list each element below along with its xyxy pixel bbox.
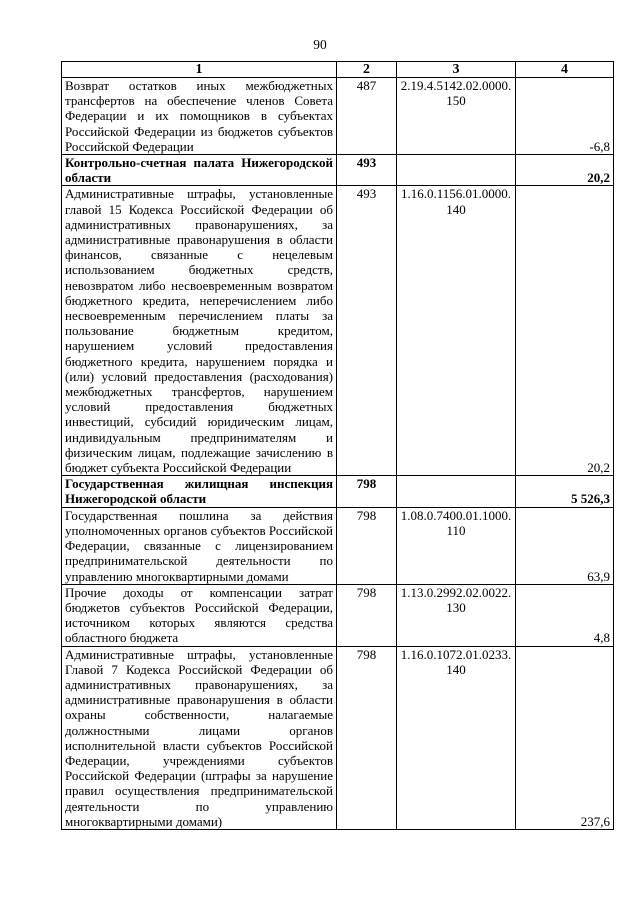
row-classification-code-cell	[397, 476, 516, 507]
row-classification-code-cell: 1.16.0.1072.01.0233. 140	[397, 646, 516, 829]
row-classification-code-cell: 1.08.0.7400.01.1000. 110	[397, 507, 516, 584]
row-amount-cell: 4,8	[516, 584, 614, 646]
column-header: 4	[516, 62, 614, 78]
row-classification-code-cell: 1.16.0.1156.01.0000. 140	[397, 186, 516, 476]
row-admin-code-cell: 798	[337, 584, 397, 646]
row-amount-cell: 5 526,3	[516, 476, 614, 507]
section-row	[62, 155, 614, 186]
row-admin-code-cell: 487	[337, 78, 397, 155]
row-name-cell: Административные штрафы, установленные Главой 7 Кодекса Российской Федерации об административных правонарушениях, за административные правонарушения в области охраны собственности, налагаемые должностными лицами органов исполнительной власти субъектов Российской Федерации, учреждениями субъектов Российской Федерации (штрафы за нарушение правил осуществления предпринимательской деятельности по управлению многоквартирными домами)	[62, 646, 337, 829]
row-classification-code-cell	[397, 155, 516, 186]
row-admin-code-cell: 493	[337, 186, 397, 476]
row-amount-cell: 63,9	[516, 507, 614, 584]
row-amount-cell: 20,2	[516, 155, 614, 186]
row-name-cell: Контрольно-счетная палата Нижегородской области	[62, 155, 337, 186]
column-header: 3	[397, 62, 516, 78]
row-amount-cell: -6,8	[516, 78, 614, 155]
section-row	[62, 476, 614, 507]
page-number: 90	[313, 37, 327, 52]
row-name-cell: Государственная пошлина за действия уполномоченных органов субъектов Российской Федерации, связанные с лицензированием предпринимательской деятельности по управлению многоквартирными домами	[62, 507, 337, 584]
row-name-cell: Государственная жилищная инспекция Нижегородской области	[62, 476, 337, 507]
row-name-cell: Прочие доходы от компенсации затрат бюджетов субъектов Российской Федерации, источником которых являются средства областного бюджета	[62, 584, 337, 646]
row-admin-code-cell: 798	[337, 476, 397, 507]
table-row	[62, 186, 614, 476]
column-header: 2	[337, 62, 397, 78]
table-header-row	[62, 62, 614, 78]
row-admin-code-cell: 798	[337, 646, 397, 829]
row-classification-code-cell: 1.13.0.2992.02.0022. 130	[397, 584, 516, 646]
row-name-cell: Административные штрафы, установленные главой 15 Кодекса Российской Федерации об административных правонарушениях, за административные правонарушения в области финансов, связанные с нецелевым использованием бюджетных средств, невозвратом либо несвоевременным возвратом бюджетного кредита, неперечислением либо несвоевременным перечислением платы за пользование бюджетным кредитом, нарушением условий предоставления бюджетного кредита, нарушением порядка и (или) условий предоставления (расходования) межбюджетных трансфертов, нарушением условий предоставления бюджетных инвестиций, субсидий юридическим лицам, индивидуальным предпринимателям и физическим лицам, подлежащие зачислению в бюджет субъекта Российской Федерации	[62, 186, 337, 476]
row-name-cell: Возврат остатков иных межбюджетных трансфертов на обеспечение членов Совета Федерации и их помощников в субъектах Российской Федерации из бюджетов субъектов Российской Федерации	[62, 78, 337, 155]
row-amount-cell: 20,2	[516, 186, 614, 476]
table-row	[62, 584, 614, 646]
row-admin-code-cell: 798	[337, 507, 397, 584]
table-row	[62, 507, 614, 584]
row-classification-code-cell: 2.19.4.5142.02.0000. 150	[397, 78, 516, 155]
row-amount-cell: 237,6	[516, 646, 614, 829]
table-row	[62, 646, 614, 829]
column-header: 1	[62, 62, 337, 78]
table-row	[62, 78, 614, 155]
row-admin-code-cell: 493	[337, 155, 397, 186]
budget-revenue-table	[61, 61, 614, 830]
